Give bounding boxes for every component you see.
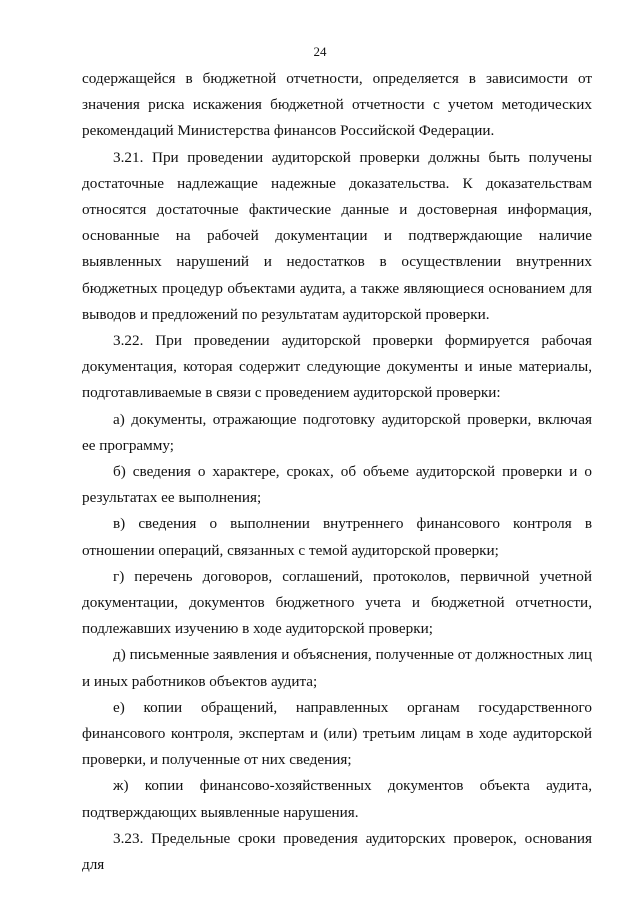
paragraph-continuation: содержащейся в бюджетной отчетности, определяется в зависимости от значения риска искажения бюджетной отчетности с учетом методических рекомендаций Министерства финансов Российской Федерации. xyxy=(82,70,592,140)
paragraph-3-21: 3.21. При проведении аудиторской проверки должны быть получены достаточные надлежащие надежные доказательства. К доказательствам относятся достаточные фактические данные и достоверная информация, основанные на рабочей документации и подтверждающие наличие выявленных нарушений и недостатков в осуществлении внутренних бюджетных процедур объектами аудита, а также являющиеся основанием для выводов и предложений по результатам аудиторской проверки. xyxy=(82,148,592,323)
list-item-a: а) документы, отражающие подготовку аудиторской проверки, включая ее программу; xyxy=(82,410,592,454)
list-item-v: в) сведения о выполнении внутреннего финансового контроля в отношении операций, связанных с темой аудиторской проверки; xyxy=(82,515,592,559)
list-item-d: д) письменные заявления и объяснения, полученные от должностных лиц и иных работников объектов аудита; xyxy=(82,646,592,690)
paragraph-3-23: 3.23. Предельные сроки проведения аудиторских проверок, основания для xyxy=(82,829,592,874)
list-item-g: г) перечень договоров, соглашений, протоколов, первичной учетной документации, документов бюджетного учета и бюджетной отчетности, подлежавших изучению в ходе аудиторской проверки; xyxy=(82,567,592,638)
list-item-b: б) сведения о характере, сроках, об объеме аудиторской проверки и о результатах ее выполнения; xyxy=(82,463,592,507)
list-item-zh: ж) копии финансово-хозяйственных документов объекта аудита, подтверждающих выявленные нарушения. xyxy=(82,777,592,821)
document-body xyxy=(82,66,592,878)
page-number: 24 xyxy=(313,44,327,59)
paragraph-3-22: 3.22. При проведении аудиторской проверки формируется рабочая документация, которая содержит следующие документы и иные материалы, подготавливаемые в связи с проведением аудиторской проверки: xyxy=(82,332,592,402)
list-item-e: е) копии обращений, направленных органам государственного финансового контроля, экспертам и (или) третьим лицам в ходе аудиторской проверки, и полученные от них сведения; xyxy=(82,698,592,769)
